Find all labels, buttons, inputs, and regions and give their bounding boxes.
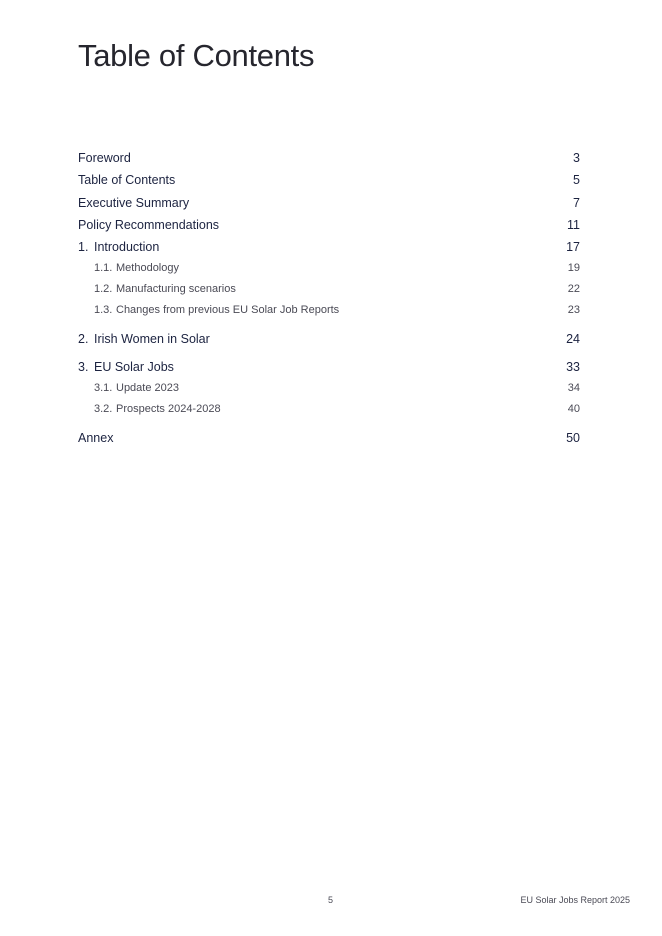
footer-report-title: EU Solar Jobs Report 2025 — [520, 895, 630, 905]
page-title: Table of Contents — [78, 38, 315, 73]
toc-entry-label: Introduction — [94, 240, 160, 254]
toc-entry-label: Manufacturing scenarios — [116, 283, 236, 295]
toc-entry-prospects-2024-2028[interactable] — [78, 403, 580, 415]
toc-entry-label: Update 2023 — [116, 382, 179, 394]
toc-entry-label: Table of Contents — [78, 173, 176, 187]
toc-entry-label: Irish Women in Solar — [94, 332, 210, 346]
toc-entry-number: 1. — [78, 240, 89, 254]
toc-entry-number: 2. — [78, 332, 89, 346]
toc-entry-number: 1.1. — [94, 262, 113, 274]
toc-entry-update-2023[interactable] — [78, 382, 580, 394]
toc-entry-page: 40 — [567, 403, 580, 415]
toc-entry-foreword[interactable] — [78, 151, 580, 165]
toc-entry-label: Executive Summary — [78, 196, 190, 210]
toc-entry-eu-solar-jobs[interactable] — [78, 360, 580, 374]
toc-entry-number: 3.2. — [94, 403, 113, 415]
toc-entry-page: 23 — [567, 304, 580, 316]
toc-entry-page: 34 — [567, 382, 580, 394]
toc-entry-introduction[interactable] — [78, 240, 580, 254]
toc-entry-number: 3. — [78, 360, 89, 374]
toc-entry-label: Annex — [78, 431, 114, 445]
toc-entry-page: 50 — [566, 431, 580, 445]
toc-entry-label: Changes from previous EU Solar Job Reports — [116, 304, 340, 316]
toc-entry-label: Foreword — [78, 151, 131, 165]
toc-entry-annex[interactable] — [78, 431, 580, 445]
toc-entry-policy-recommendations[interactable] — [78, 218, 580, 232]
toc-entry-number: 1.2. — [94, 283, 113, 295]
toc-entry-table-of-contents[interactable] — [78, 173, 580, 187]
footer-page-number: 5 — [328, 895, 334, 905]
toc-entry-page: 3 — [573, 151, 580, 165]
toc-entry-page: 11 — [567, 218, 580, 232]
toc-entry-page: 33 — [566, 360, 580, 374]
toc-entry-page: 19 — [567, 262, 580, 274]
toc-entry-methodology[interactable] — [78, 262, 580, 274]
toc-entry-page: 24 — [566, 332, 580, 346]
toc-entry-page: 17 — [566, 240, 580, 254]
toc-entry-executive-summary[interactable] — [78, 196, 580, 210]
toc-entry-irish-women-in-solar[interactable] — [78, 332, 580, 346]
toc-entry-label: Policy Recommendations — [78, 218, 220, 232]
toc-entry-changes-from-previous-reports[interactable] — [78, 304, 580, 316]
toc-entry-label: EU Solar Jobs — [94, 360, 174, 374]
toc-entry-manufacturing-scenarios[interactable] — [78, 283, 580, 295]
toc-entry-label: Prospects 2024-2028 — [116, 403, 221, 415]
toc-entry-page: 22 — [567, 283, 580, 295]
toc-entry-number: 3.1. — [94, 382, 113, 394]
toc-entry-page: 7 — [573, 196, 580, 210]
toc-entry-page: 5 — [573, 173, 580, 187]
toc-entry-number: 1.3. — [94, 304, 113, 316]
toc-entry-label: Methodology — [116, 262, 179, 274]
